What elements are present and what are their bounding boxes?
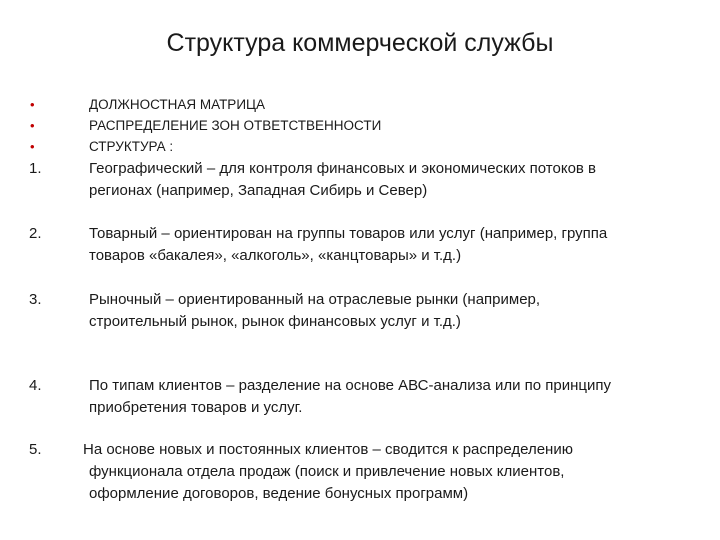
list-item-line: строительный рынок, рынок финансовых услуг и т.д.) (89, 313, 461, 330)
list-item-line: Географический – для контроля финансовых и экономических потоков в (89, 160, 597, 177)
item-number: 3. (29, 291, 42, 308)
list-item-line: По типам клиентов – разделение на основе АВС-анализа или по принципу (89, 377, 612, 394)
list-item-new-and-regular-clients (83, 439, 683, 505)
list-item-market (89, 289, 689, 333)
list-item-line: Товарный – ориентирован на группы товаров или услуг (например, группа (89, 225, 608, 242)
list-item-line: Рыночный – ориентированный на отраслевые рынки (например, (89, 291, 541, 308)
bullet-marker: • (30, 118, 35, 133)
bullet-marker: • (30, 97, 35, 112)
list-item-product (89, 223, 689, 267)
list-item-line: регионах (например, Западная Сибирь и Север) (89, 182, 428, 199)
list-item-line: оформление договоров, ведение бонусных программ) (89, 485, 469, 502)
bullet-text-matrix: ДОЛЖНОСТНАЯ МАТРИЦА (89, 97, 266, 112)
list-item-line: товаров «бакалея», «алкоголь», «канцтовары» и т.д.) (89, 247, 462, 264)
item-number: 1. (29, 160, 42, 177)
item-number: 4. (29, 377, 42, 394)
item-number: 2. (29, 225, 42, 242)
item-number: 5. (29, 441, 42, 458)
slide-title: Структура коммерческой службы (166, 29, 554, 57)
list-item-geographic (89, 158, 689, 202)
bullet-text-structure: СТРУКТУРА : (89, 139, 174, 154)
list-item-line: функционала отдела продаж (поиск и привлечение новых клиентов, (89, 463, 565, 480)
bullet-marker: • (30, 139, 35, 154)
list-item-line: приобретения товаров и услуг. (89, 399, 303, 416)
list-item-line: На основе новых и постоянных клиентов – сводится к распределению (83, 441, 573, 458)
list-item-client-types (89, 375, 689, 419)
bullet-text-responsibility: РАСПРЕДЕЛЕНИЕ ЗОН ОТВЕТСТВЕННОСТИ (89, 118, 382, 133)
